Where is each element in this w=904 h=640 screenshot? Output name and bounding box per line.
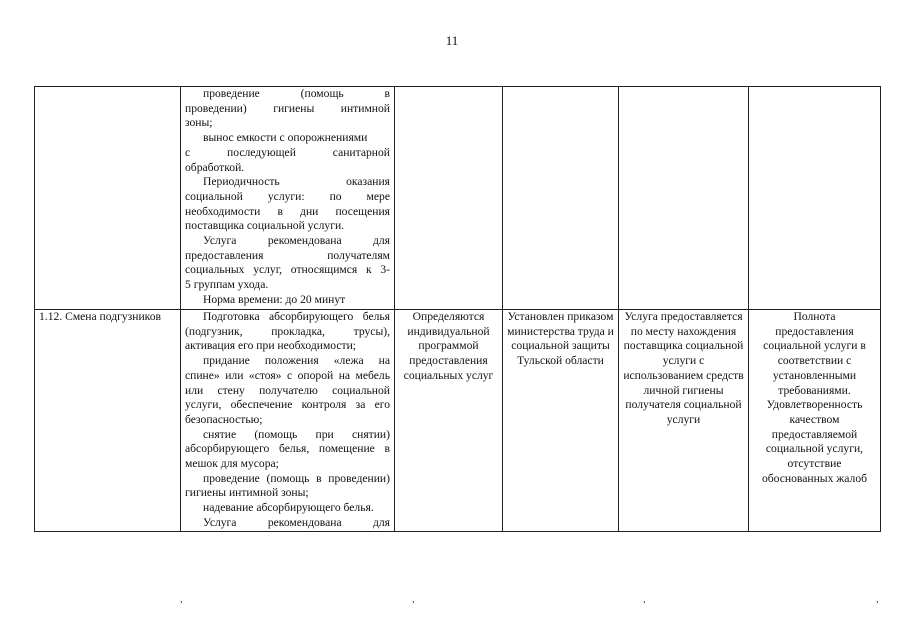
cell-service-conditions: Услуга предоставляется по месту нахождения поставщика социальной услуги с использованием средств личной гигиены получателя социальной услуги <box>619 310 749 532</box>
text-line: проведение (помощь в <box>203 87 390 100</box>
text-line: Норма времени: до 20 минут <box>203 292 346 306</box>
text-line: проведение (помощь в проведении) гигиены интимной зоны; <box>185 471 390 500</box>
cell-empty <box>503 87 619 310</box>
footer-mark: , <box>180 593 183 605</box>
footer-marks <box>0 593 904 603</box>
text-line: Подготовка абсорбирующего белья (подгузник, прокладка, трусы), активация его при необходимости; <box>185 310 390 353</box>
cell-empty <box>35 87 181 310</box>
text-line: надевание абсорбирующего белья. <box>203 501 374 515</box>
cell-empty <box>619 87 749 310</box>
cell-service-quality: Полнота предоставления социальной услуги в соответствии с установленными требованиями. Удовлетворенность качеством предоставляемой социальной услуги, отсутствие обоснованных жалоб <box>749 310 881 532</box>
cell-service-description <box>181 310 395 532</box>
cell-description-continuation <box>181 87 395 310</box>
text-line: социальных услуг, относящимся к 3- <box>185 263 390 277</box>
text-line: вынос емкости с опорожнениями <box>203 131 368 145</box>
text-line: необходимости в дни посещения <box>185 204 390 218</box>
text-line: 5 группам ухода. <box>185 278 269 292</box>
cell-service-tariff: Установлен приказом министерства труда и социальной защиты Тульской области <box>503 310 619 532</box>
page-number: 11 <box>445 33 459 48</box>
text-line: обработкой. <box>185 160 245 174</box>
text-line: предоставления получателям <box>185 248 390 262</box>
text-line: проведении) гигиены интимной <box>185 101 390 115</box>
services-table <box>34 86 881 532</box>
text-line: Услуга рекомендована для <box>203 515 390 529</box>
footer-mark: , <box>643 593 646 605</box>
cell-service-volume: Определяются индивидуальной программой предоставления социальных услуг <box>395 310 503 532</box>
cell-empty <box>395 87 503 310</box>
text-line: придание положения «лежа на спине» или «стоя» с опорой на мебель или стену получателю социальной услуги, обеспечение контроля за его безопасностью; <box>185 354 390 426</box>
footer-mark: , <box>876 593 879 605</box>
table-row-continuation <box>35 87 881 310</box>
table-row-1-12 <box>35 310 881 532</box>
text-line: поставщика социальной услуги. <box>185 219 345 233</box>
text-line: социальной услуги: по мере <box>185 189 390 203</box>
text-line: с последующей санитарной <box>185 145 390 159</box>
footer-mark: , <box>412 593 415 605</box>
text-line: Периодичность оказания <box>203 175 390 189</box>
text-line: Услуга рекомендована для <box>203 234 390 248</box>
cell-service-name: 1.12. Смена подгузников <box>35 310 181 532</box>
cell-empty <box>749 87 881 310</box>
text-line: зоны; <box>185 116 213 130</box>
text-line: снятие (помощь при снятии) абсорбирующего белья, помещение в мешок для мусора; <box>185 427 390 471</box>
